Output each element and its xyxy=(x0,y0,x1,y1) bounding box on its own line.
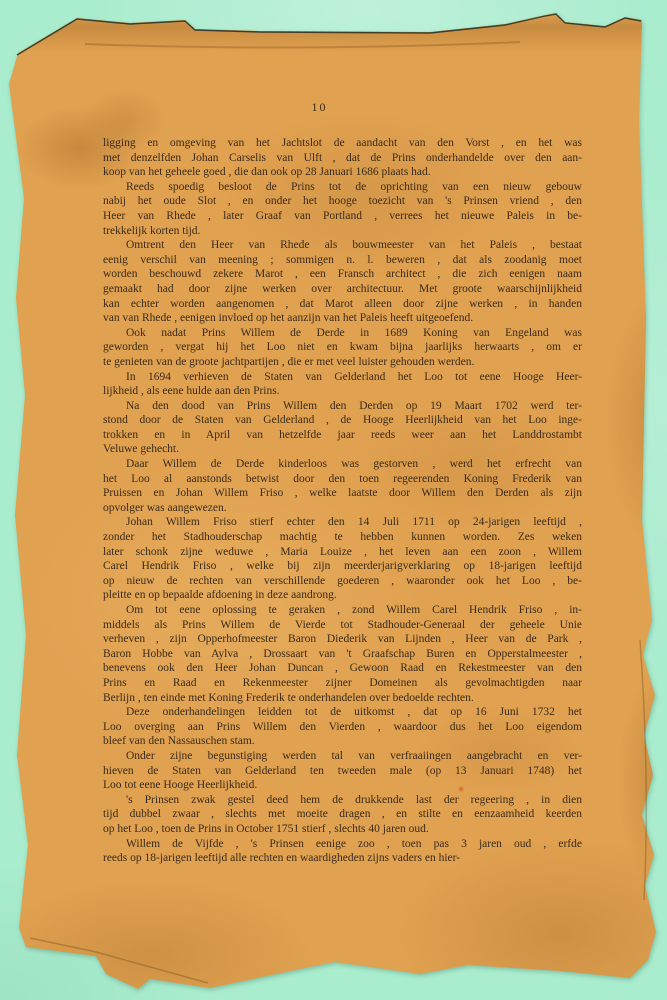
text-line: op het Loo , toen de Prins in October 1751 stierf , slechts 40 jaren oud. xyxy=(103,822,429,835)
text-line: middels als Prins Willem de Vierde tot Stadhouder-Generaal der geheele Unie xyxy=(103,618,582,631)
text-line: trokken en in April van hetzelfde jaar reeds weer aan het Landdrostambt xyxy=(103,428,582,441)
text-line: Loo tot eene Hooge Heerlijkheid. xyxy=(103,779,258,792)
text-line: Deze onderhandelingen leidden tot de uitkomst , dat op 16 Juni 1732 het xyxy=(126,706,582,719)
paragraph xyxy=(103,326,582,370)
page-text xyxy=(103,136,582,866)
text-line: trekkelijk korten tijd. xyxy=(103,224,201,237)
text-line: Reeds spoedig besloot de Prins tot de oprichting van een nieuw gebouw xyxy=(126,180,582,193)
text-line: Pruissen en Johan Willem Friso , welke laatste door Willem den Derden als zijn xyxy=(103,487,582,500)
text-line: pleitte en op bepaalde afdoening in deze aandrong. xyxy=(103,589,337,602)
text-line: verheven , zijn Opperhofmeester Baron Diederik van Lijnden , Heer van de Park , xyxy=(103,633,582,646)
text-line: Heer van Rhede , later Graaf van Portland , verrees het nieuwe Paleis in be- xyxy=(103,209,582,222)
text-line: Om tot eene oplossing te geraken , zond Willem Carel Hendrik Friso , in- xyxy=(126,604,582,616)
paragraph xyxy=(103,180,582,238)
text-line: het Loo al aanstonds betwist door den toen regeerenden Koning Frederik van xyxy=(103,472,582,485)
text-line: te genieten van de groote jachtpartijen , die er met veel luister gehouden werden. xyxy=(103,355,475,368)
text-line: met denzelfden Johan Carselis van Ulft , dat de Prins onderhandelde over den aan- xyxy=(103,151,582,164)
paragraph xyxy=(103,399,582,457)
text-line: bleef van den Nassauschen stam. xyxy=(103,735,255,748)
text-line: Baron Hobbe van Aylva , Drossaart van 't Graafschap Buren en Opperstalmeester , xyxy=(103,647,582,660)
text-line: Johan Willem Friso stierf echter den 14 Juli 1711 op 24-jarigen leeftijd , xyxy=(126,516,582,529)
text-line: Veluwe gehecht. xyxy=(103,443,179,456)
text-line: eenig verschil van meening ; sommigen n. l. beweren , dat als zoodanig moet xyxy=(103,253,582,266)
paragraph xyxy=(103,837,582,866)
paragraph xyxy=(103,793,582,837)
text-line: Loo overging aan Prins Willem den Vierden , waardoor dus het Loo eigendom xyxy=(103,720,582,733)
text-line: ligging en omgeving van het Jachtslot de aandacht van den Vorst , en het was xyxy=(103,137,582,149)
paragraph xyxy=(103,136,582,180)
text-line: kan echter worden aangenomen , dat Marot alleen door zijne werken , in handen xyxy=(103,297,582,310)
text-line: van van Rhede , eenigen invloed op het aanzijn van het Paleis heeft uitgeoefend. xyxy=(103,312,474,325)
paragraph xyxy=(103,457,582,515)
text-line: Prins en Raad en Rekenmeester zijner Domeinen als gevolmachtigden naar xyxy=(103,676,582,689)
paragraph xyxy=(103,749,582,793)
text-line: In 1694 verhieven de Staten van Gelderland het Loo tot eene Hooge Heer- xyxy=(126,370,582,383)
text-line: Omtrent den Heer van Rhede als bouwmeester van het Paleis , bestaat xyxy=(126,239,582,252)
text-line: hieven de Staten van Gelderland ten tweeden male (op 13 Januari 1748) het xyxy=(103,764,582,777)
text-line: Carel Hendrik Friso , welke bij zijn meerderjarigverklaring op 18-jarigen leeftijd xyxy=(103,560,582,573)
text-line: Na den dood van Prins Willem den Derden op 19 Maart 1702 werd ter- xyxy=(126,399,582,412)
text-line: Daar Willem de Derde kinderloos was gestorven , werd het erfrecht van xyxy=(126,458,582,471)
text-line: stond door de Staten van Gelderland , de Hooge Heerlijkheid van het Loo inge- xyxy=(103,414,582,427)
paragraph xyxy=(103,238,582,326)
text-line: op nieuw de rechten van verschillende goederen , waaronder ook het Loo , be- xyxy=(103,574,582,587)
text-line: Berlijn , ten einde met Koning Frederik te onderhandelen over bedoelde rechten. xyxy=(103,691,474,704)
text-line: Onder zijne begunstiging werden tal van verfraaiingen aangebracht en ver- xyxy=(126,749,582,762)
text-line: 's Prinsen zwak gestel deed hem de drukkende last der regeering , in dien xyxy=(126,793,582,806)
paragraph xyxy=(103,705,582,749)
text-line: geworden , vergat hij het Loo niet en kwam bijna jaarlijks herwaarts , om er xyxy=(103,341,582,354)
text-line: lijkheid , als eene hulde aan den Prins. xyxy=(103,385,280,398)
text-line: koop van het geheele goed , die dan ook op 28 Januari 1686 plaats had. xyxy=(103,166,431,179)
text-line: tijd dubbel zwaar , slechts met moeite dragen , en stilte en eenzaamheid keerden xyxy=(103,808,582,821)
text-line: gemaakt had door zijne werken over architectuur. Met groote waarschijnlijkheid xyxy=(103,282,582,295)
text-line: reeds op 18-jarigen leeftijd alle rechten en waardigheden zijns vaders en hier- xyxy=(103,852,461,865)
text-line: Willem de Vijfde , 's Prinsen eenige zoo , toen pas 3 jaren oud , erfde xyxy=(126,837,582,850)
paragraph xyxy=(103,370,582,399)
paragraph xyxy=(103,515,582,603)
text-line: opvolger was aangewezen. xyxy=(103,501,227,514)
text-line: worden beschouwd zekere Marot , een Fransch architect , die zich eenigen naam xyxy=(103,268,582,281)
text-line: zonder het Stadhouderschap machtig te hebben kunnen worden. Zes weken xyxy=(103,531,582,544)
paragraph xyxy=(103,603,582,705)
text-line: nabij het oude Slot , en onder het hooge toezicht van 's Prinsen vriend , den xyxy=(103,195,582,208)
text-line: benevens ook den Heer Johan Duncan , Gewoon Raad en Rekestmeester van den xyxy=(103,662,582,675)
page-number: 10 xyxy=(311,100,328,114)
text-line: later schonk zijne weduwe , Maria Louize , het leven aan een zoon , Willem xyxy=(103,545,582,558)
text-line: Ook nadat Prins Willem de Derde in 1689 Koning van Engeland was xyxy=(126,326,582,339)
